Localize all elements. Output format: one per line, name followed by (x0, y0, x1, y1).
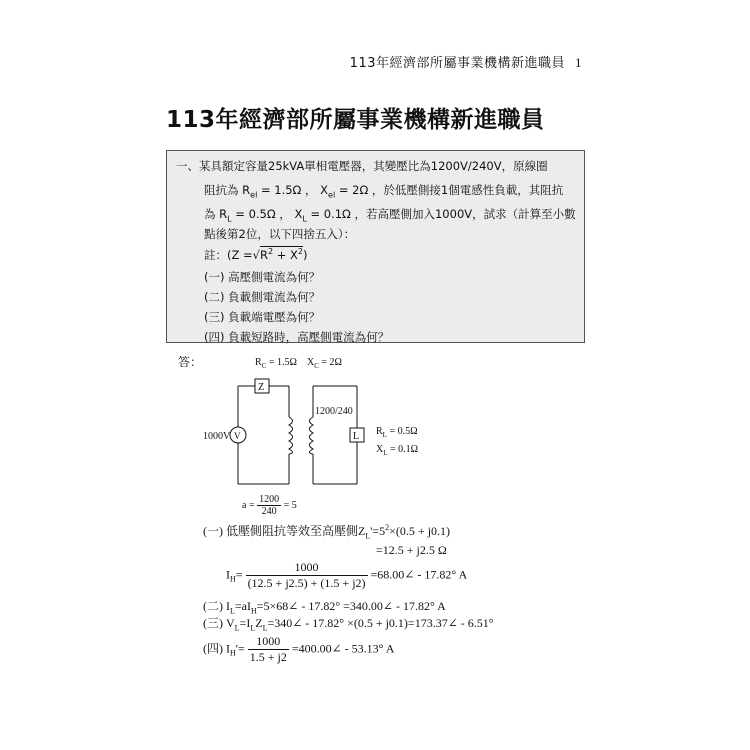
transformer-circuit-diagram (170, 352, 450, 522)
rc-label: $R_C = 1.5\Omega$ (255, 357, 297, 370)
question-line-2: 阻抗為 $R_{el} = 1.5\Omega$ ， $X_{el} = 2\Omega$ ，於低壓側接1個電感性負載，其阻抗 (204, 183, 564, 200)
page-title: 113年經濟部所屬事業機構新進職員 (166, 107, 545, 133)
sub-question-2: (二) 負載側電流為何？ (204, 290, 321, 304)
xc-label: $X_C = 2\Omega$ (307, 357, 342, 370)
solution-step-3: (三) $V_L=I_LZ_L=340\angle - 17.82^\circ \times(0.5$ + j0.1)=173.37∠ - 6.51° (203, 616, 494, 633)
rl-label: $R_L = 0.5\Omega$ (376, 426, 418, 439)
xl-label: $X_L = 0.1\Omega$ (376, 444, 419, 457)
source-voltage-label: 1000V (203, 431, 231, 442)
turns-ratio-label: 1200/240 (315, 406, 353, 417)
load-box-label: L (353, 431, 360, 442)
primary-coil-icon (289, 417, 293, 454)
turns-ratio-equation: a = $\frac{1200}{240}$ = 5 (242, 494, 297, 517)
solution-step-2: (二) $I_L=aI_H=5\times 68\angle - 17.82^\circ$ =340.00∠ - 17.82° A (203, 599, 446, 616)
answer-label: 答： (178, 355, 203, 369)
question-line-4: 點後第2位，以下四捨五入）： (204, 227, 356, 241)
page-number: 1 (575, 55, 582, 70)
solution-step-1: (一) 低壓側阻抗等效至高壓側$Z_L'=5^2\times(0.5 + j0.1)$ (203, 523, 451, 541)
solution-step-1-result: =12.5 + j2.5 Ω (376, 543, 447, 557)
question-line-1: 一、某具額定容量25kVA單相電壓器，其變壓比為1200V/240V，原線圈 (176, 159, 548, 173)
question-line-3: 為 $R_L = 0.5\Omega$ ， $X_L = 0.1\Omega$ ，若高壓側加入1000V，試求（計算至小數 (204, 207, 576, 224)
high-side-current-equation: $I_H=$ $\frac{1000}{(12.5 + j2.5) + (1.5 + j2)}$ =68.00∠ - 17.82° A (226, 560, 468, 590)
sub-question-1: (一) 高壓側電流為何？ (204, 270, 321, 284)
running-header (350, 52, 582, 71)
sub-question-4: (四) 負載短路時，高壓側電流為何？ (204, 330, 390, 344)
running-title: 113年經濟部所屬事業機構新進職員 (349, 56, 565, 71)
z-box-label: Z (258, 382, 265, 393)
sub-question-3: (三) 負載端電壓為何？ (204, 310, 321, 324)
source-symbol: V (234, 431, 241, 441)
secondary-coil-icon (310, 417, 314, 454)
solution-step-4: (四) $I_H'=$ $\frac{1000}{1.5 + j2}$ =400.00∠ - 53.13° A (203, 634, 395, 664)
question-box (166, 150, 585, 343)
question-note: 註：$(Z =√R^2 + X^2)$ (204, 247, 308, 262)
